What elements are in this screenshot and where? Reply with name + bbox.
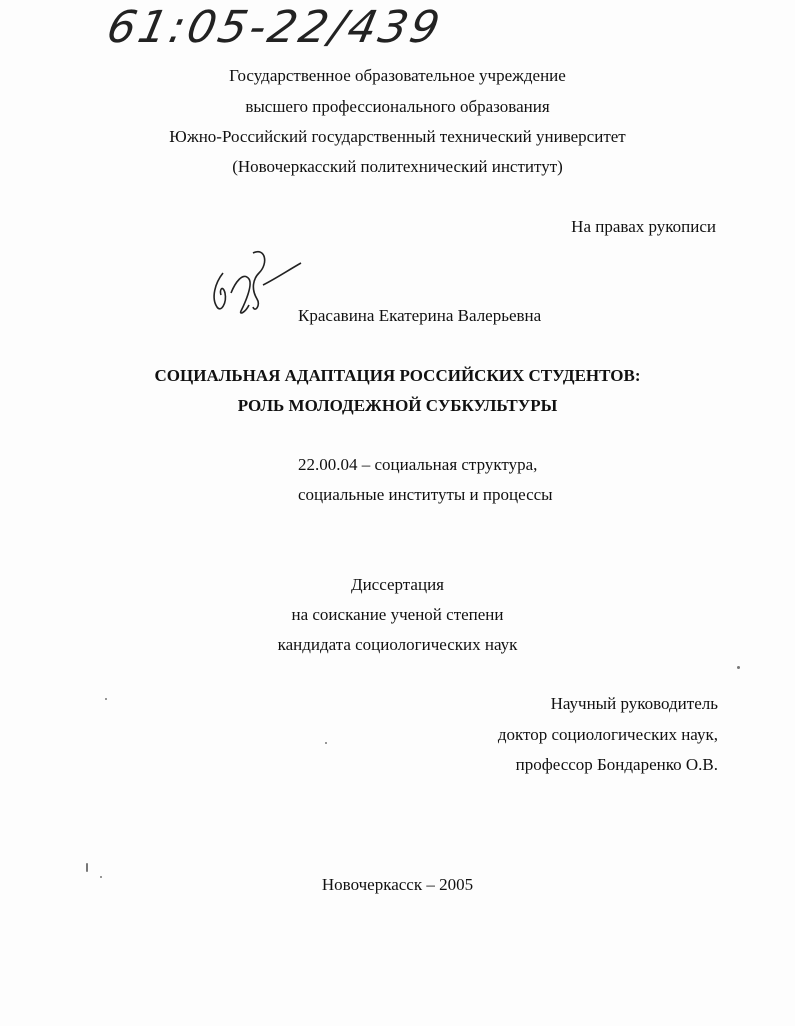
scan-speck [737,666,740,669]
scan-speck [100,876,102,878]
scan-speck [325,742,327,744]
manuscript-rights: На правах рукописи [571,217,716,236]
degree-line-2: на соискание ученой степени [291,605,504,624]
scan-speck [86,863,88,872]
supervisor-line-1: Научный руководитель [550,694,718,713]
title-line-2: РОЛЬ МОЛОДЕЖНОЙ СУБКУЛЬТУРЫ [237,396,558,415]
degree-line-1: Диссертация [350,575,444,594]
specialty-line-2: социальные институты и процессы [298,485,553,504]
institution-line-4: (Новочеркасский политехнический институт) [232,157,563,176]
title-line-1: СОЦИАЛЬНАЯ АДАПТАЦИЯ РОССИЙСКИХ СТУДЕНТОВ: [154,366,641,385]
supervisor-line-3: профессор Бондаренко О.В. [515,755,718,774]
specialty-line-1: 22.00.04 – социальная структура, [298,455,538,474]
scan-speck [105,698,107,700]
handwritten-catalog-number: 61:05-22/439 [102,2,447,53]
institution-line-3: Южно-Российский государственный технический университет [169,127,626,146]
institution-line-2: высшего профессионального образования [245,97,550,116]
supervisor-line-2: доктор социологических наук, [497,725,718,744]
signature-icon [205,243,305,318]
author-name: Красавина Екатерина Валерьевна [298,306,542,325]
place-year: Новочеркасск – 2005 [321,875,474,894]
degree-line-3: кандидата социологических наук [277,635,518,654]
institution-line-1: Государственное образовательное учреждение [229,66,566,85]
